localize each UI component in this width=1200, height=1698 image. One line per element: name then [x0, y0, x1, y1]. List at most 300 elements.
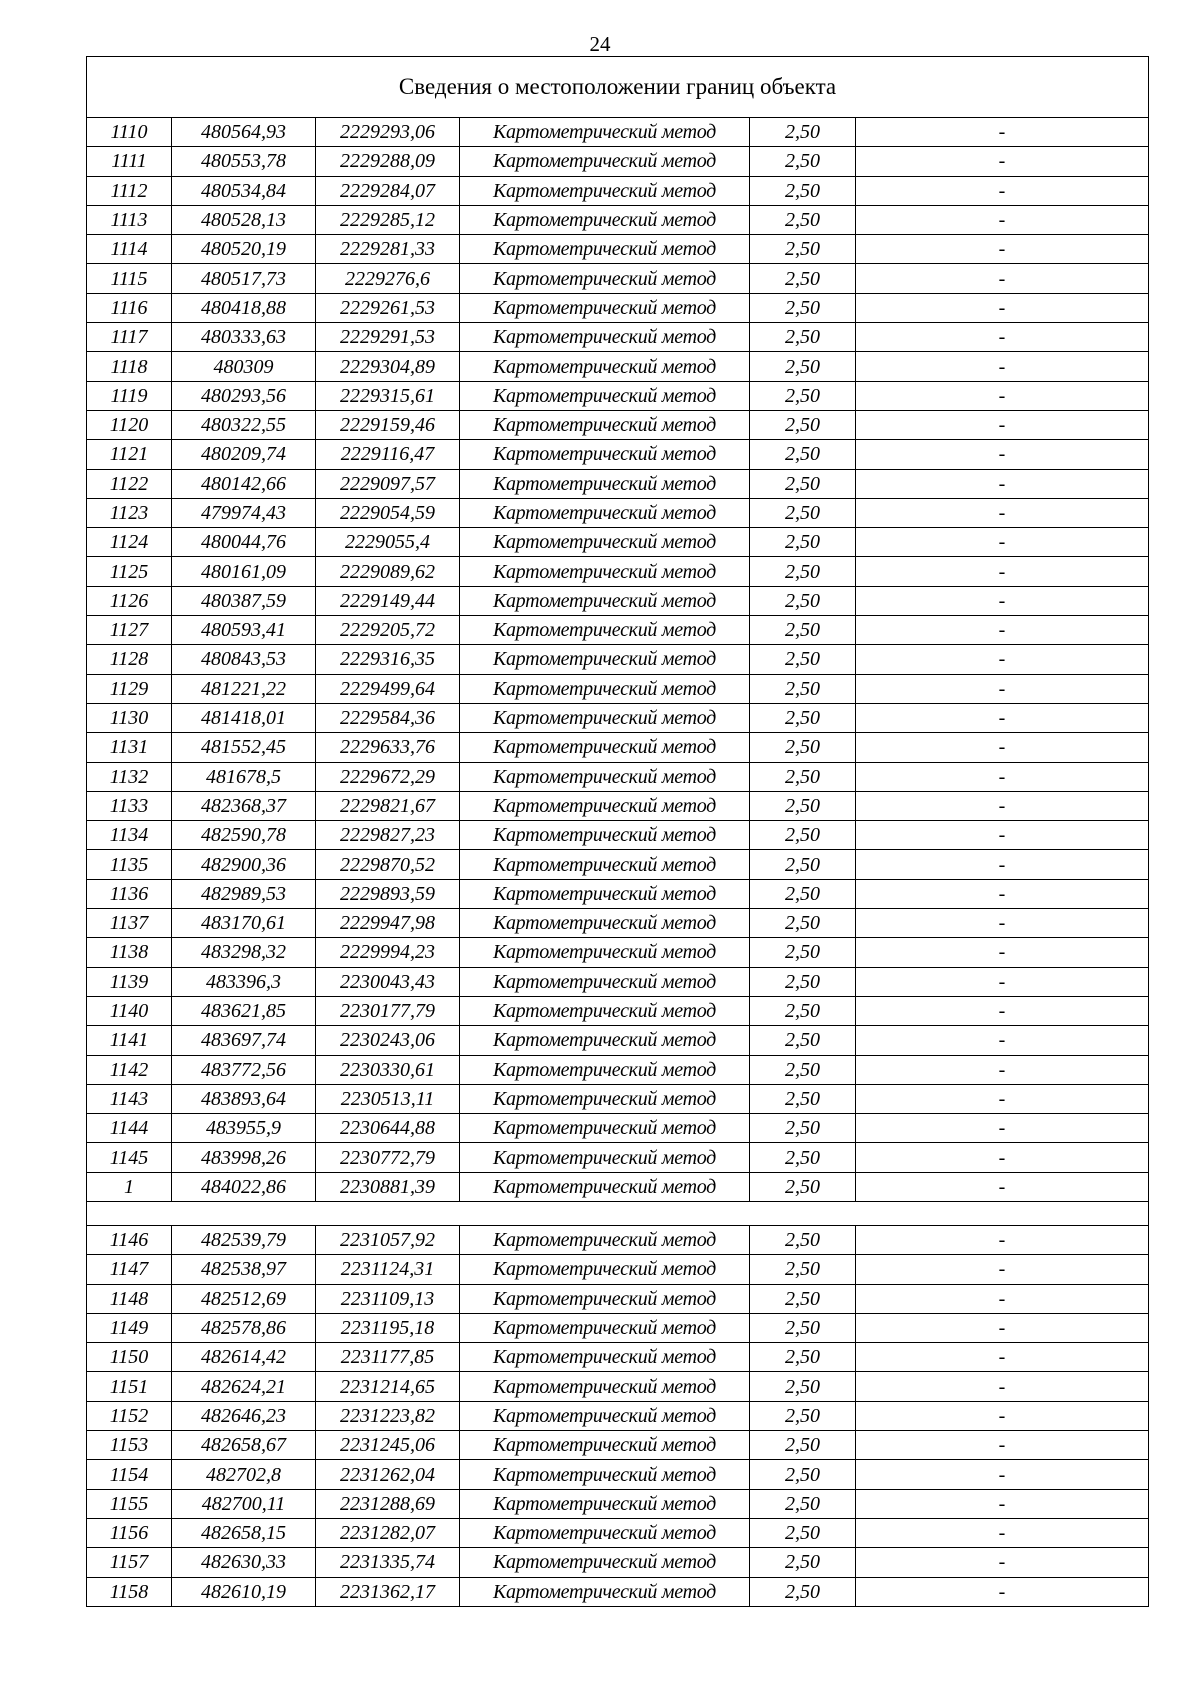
point-number-cell: 1114 — [87, 235, 172, 264]
point-number-cell: 1124 — [87, 528, 172, 557]
description-cell: - — [856, 381, 1149, 410]
method-cell: Картометрический метод — [460, 850, 750, 879]
description-cell: - — [856, 586, 1149, 615]
accuracy-cell: 2,50 — [750, 967, 856, 996]
y-coordinate-cell: 2229633,76 — [316, 733, 460, 762]
accuracy-cell: 2,50 — [750, 1313, 856, 1342]
description-cell: - — [856, 1577, 1149, 1606]
method-cell: Картометрический метод — [460, 410, 750, 439]
point-number-cell: 1153 — [87, 1431, 172, 1460]
point-number-cell: 1118 — [87, 352, 172, 381]
method-cell: Картометрический метод — [460, 1284, 750, 1313]
accuracy-cell: 2,50 — [750, 616, 856, 645]
description-cell: - — [856, 1084, 1149, 1113]
method-cell: Картометрический метод — [460, 967, 750, 996]
accuracy-cell: 2,50 — [750, 791, 856, 820]
contour-separator-row — [87, 1201, 1149, 1225]
description-cell: - — [856, 440, 1149, 469]
description-cell: - — [856, 1518, 1149, 1547]
y-coordinate-cell: 2231195,18 — [316, 1313, 460, 1342]
accuracy-cell: 2,50 — [750, 938, 856, 967]
x-coordinate-cell: 482538,97 — [172, 1255, 316, 1284]
method-cell: Картометрический метод — [460, 586, 750, 615]
y-coordinate-cell: 2229499,64 — [316, 674, 460, 703]
y-coordinate-cell: 2230772,79 — [316, 1143, 460, 1172]
accuracy-cell: 2,50 — [750, 996, 856, 1025]
x-coordinate-cell: 480142,66 — [172, 469, 316, 498]
table-row — [87, 410, 1149, 439]
method-cell: Картометрический метод — [460, 1372, 750, 1401]
x-coordinate-cell: 481221,22 — [172, 674, 316, 703]
table-title: Сведения о местоположении границ объекта — [87, 57, 1149, 118]
x-coordinate-cell: 480293,56 — [172, 381, 316, 410]
point-number-cell: 1126 — [87, 586, 172, 615]
x-coordinate-cell: 480044,76 — [172, 528, 316, 557]
y-coordinate-cell: 2229205,72 — [316, 616, 460, 645]
accuracy-cell: 2,50 — [750, 1431, 856, 1460]
method-cell: Картометрический метод — [460, 1577, 750, 1606]
y-coordinate-cell: 2230330,61 — [316, 1055, 460, 1084]
accuracy-cell: 2,50 — [750, 645, 856, 674]
y-coordinate-cell: 2229288,09 — [316, 147, 460, 176]
point-number-cell: 1138 — [87, 938, 172, 967]
x-coordinate-cell: 483170,61 — [172, 909, 316, 938]
y-coordinate-cell: 2229304,89 — [316, 352, 460, 381]
x-coordinate-cell: 482989,53 — [172, 879, 316, 908]
method-cell: Картометрический метод — [460, 498, 750, 527]
table-row — [87, 791, 1149, 820]
method-cell: Картометрический метод — [460, 235, 750, 264]
x-coordinate-cell: 480593,41 — [172, 616, 316, 645]
method-cell: Картометрический метод — [460, 440, 750, 469]
y-coordinate-cell: 2230243,06 — [316, 1026, 460, 1055]
method-cell: Картометрический метод — [460, 323, 750, 352]
x-coordinate-cell: 482646,23 — [172, 1401, 316, 1430]
x-coordinate-cell: 483893,64 — [172, 1084, 316, 1113]
y-coordinate-cell: 2230513,11 — [316, 1084, 460, 1113]
description-cell: - — [856, 264, 1149, 293]
table-row — [87, 1225, 1149, 1254]
description-cell: - — [856, 1055, 1149, 1084]
y-coordinate-cell: 2229285,12 — [316, 205, 460, 234]
method-cell: Картометрический метод — [460, 674, 750, 703]
accuracy-cell: 2,50 — [750, 674, 856, 703]
table-row — [87, 1431, 1149, 1460]
method-cell: Картометрический метод — [460, 762, 750, 791]
table-row — [87, 469, 1149, 498]
boundary-table — [86, 56, 1149, 1607]
method-cell: Картометрический метод — [460, 1460, 750, 1489]
point-number-cell: 1129 — [87, 674, 172, 703]
point-number-cell: 1131 — [87, 733, 172, 762]
accuracy-cell: 2,50 — [750, 1577, 856, 1606]
table-row — [87, 293, 1149, 322]
description-cell: - — [856, 323, 1149, 352]
y-coordinate-cell: 2229315,61 — [316, 381, 460, 410]
accuracy-cell: 2,50 — [750, 1143, 856, 1172]
point-number-cell: 1130 — [87, 703, 172, 732]
point-number-cell: 1137 — [87, 909, 172, 938]
table-row — [87, 1401, 1149, 1430]
x-coordinate-cell: 483998,26 — [172, 1143, 316, 1172]
description-cell: - — [856, 1172, 1149, 1201]
accuracy-cell: 2,50 — [750, 469, 856, 498]
accuracy-cell: 2,50 — [750, 264, 856, 293]
point-number-cell: 1155 — [87, 1489, 172, 1518]
x-coordinate-cell: 480161,09 — [172, 557, 316, 586]
description-cell: - — [856, 791, 1149, 820]
description-cell: - — [856, 938, 1149, 967]
x-coordinate-cell: 482512,69 — [172, 1284, 316, 1313]
y-coordinate-cell: 2229281,33 — [316, 235, 460, 264]
y-coordinate-cell: 2229291,53 — [316, 323, 460, 352]
table-row — [87, 1026, 1149, 1055]
x-coordinate-cell: 483697,74 — [172, 1026, 316, 1055]
accuracy-cell: 2,50 — [750, 1172, 856, 1201]
method-cell: Картометрический метод — [460, 147, 750, 176]
description-cell: - — [856, 498, 1149, 527]
point-number-cell: 1154 — [87, 1460, 172, 1489]
method-cell: Картометрический метод — [460, 996, 750, 1025]
table-row — [87, 821, 1149, 850]
description-cell: - — [856, 235, 1149, 264]
accuracy-cell: 2,50 — [750, 1548, 856, 1577]
description-cell: - — [856, 1343, 1149, 1372]
description-cell: - — [856, 147, 1149, 176]
point-number-cell: 1116 — [87, 293, 172, 322]
table-row — [87, 1548, 1149, 1577]
accuracy-cell: 2,50 — [750, 850, 856, 879]
method-cell: Картометрический метод — [460, 469, 750, 498]
description-cell: - — [856, 762, 1149, 791]
x-coordinate-cell: 483621,85 — [172, 996, 316, 1025]
description-cell: - — [856, 1026, 1149, 1055]
method-cell: Картометрический метод — [460, 1143, 750, 1172]
table-row — [87, 1460, 1149, 1489]
accuracy-cell: 2,50 — [750, 762, 856, 791]
method-cell: Картометрический метод — [460, 821, 750, 850]
point-number-cell: 1150 — [87, 1343, 172, 1372]
method-cell: Картометрический метод — [460, 352, 750, 381]
table-row — [87, 1577, 1149, 1606]
point-number-cell: 1132 — [87, 762, 172, 791]
point-number-cell: 1110 — [87, 118, 172, 147]
accuracy-cell: 2,50 — [750, 586, 856, 615]
method-cell: Картометрический метод — [460, 1431, 750, 1460]
description-cell: - — [856, 1284, 1149, 1313]
y-coordinate-cell: 2229893,59 — [316, 879, 460, 908]
method-cell: Картометрический метод — [460, 1026, 750, 1055]
x-coordinate-cell: 481552,45 — [172, 733, 316, 762]
method-cell: Картометрический метод — [460, 293, 750, 322]
point-number-cell: 1146 — [87, 1225, 172, 1254]
x-coordinate-cell: 480517,73 — [172, 264, 316, 293]
description-cell: - — [856, 118, 1149, 147]
table-row — [87, 733, 1149, 762]
x-coordinate-cell: 482539,79 — [172, 1225, 316, 1254]
point-number-cell: 1140 — [87, 996, 172, 1025]
y-coordinate-cell: 2229584,36 — [316, 703, 460, 732]
point-number-cell: 1156 — [87, 1518, 172, 1547]
point-number-cell: 1149 — [87, 1313, 172, 1342]
accuracy-cell: 2,50 — [750, 1255, 856, 1284]
point-number-cell: 1111 — [87, 147, 172, 176]
table-row — [87, 1284, 1149, 1313]
method-cell: Картометрический метод — [460, 1548, 750, 1577]
y-coordinate-cell: 2229293,06 — [316, 118, 460, 147]
point-number-cell: 1123 — [87, 498, 172, 527]
table-row — [87, 147, 1149, 176]
point-number-cell: 1127 — [87, 616, 172, 645]
x-coordinate-cell: 481678,5 — [172, 762, 316, 791]
y-coordinate-cell: 2229116,47 — [316, 440, 460, 469]
method-cell: Картометрический метод — [460, 909, 750, 938]
table-row — [87, 674, 1149, 703]
method-cell: Картометрический метод — [460, 791, 750, 820]
accuracy-cell: 2,50 — [750, 1284, 856, 1313]
accuracy-cell: 2,50 — [750, 1084, 856, 1113]
table-row — [87, 352, 1149, 381]
y-coordinate-cell: 2231223,82 — [316, 1401, 460, 1430]
y-coordinate-cell: 2229097,57 — [316, 469, 460, 498]
x-coordinate-cell: 482624,21 — [172, 1372, 316, 1401]
y-coordinate-cell: 2231362,17 — [316, 1577, 460, 1606]
description-cell: - — [856, 1143, 1149, 1172]
table-row — [87, 1055, 1149, 1084]
method-cell: Картометрический метод — [460, 1055, 750, 1084]
accuracy-cell: 2,50 — [750, 352, 856, 381]
accuracy-cell: 2,50 — [750, 147, 856, 176]
x-coordinate-cell: 482702,8 — [172, 1460, 316, 1489]
table-row — [87, 586, 1149, 615]
table-row — [87, 645, 1149, 674]
description-cell: - — [856, 1548, 1149, 1577]
y-coordinate-cell: 2230043,43 — [316, 967, 460, 996]
table-row — [87, 1489, 1149, 1518]
description-cell: - — [856, 410, 1149, 439]
method-cell: Картометрический метод — [460, 1343, 750, 1372]
point-number-cell: 1 — [87, 1172, 172, 1201]
table-row — [87, 381, 1149, 410]
point-number-cell: 1152 — [87, 1401, 172, 1430]
accuracy-cell: 2,50 — [750, 381, 856, 410]
x-coordinate-cell: 482590,78 — [172, 821, 316, 850]
accuracy-cell: 2,50 — [750, 1114, 856, 1143]
description-cell: - — [856, 205, 1149, 234]
point-number-cell: 1125 — [87, 557, 172, 586]
method-cell: Картометрический метод — [460, 938, 750, 967]
point-number-cell: 1121 — [87, 440, 172, 469]
description-cell: - — [856, 352, 1149, 381]
x-coordinate-cell: 482658,15 — [172, 1518, 316, 1547]
y-coordinate-cell: 2231245,06 — [316, 1431, 460, 1460]
description-cell: - — [856, 293, 1149, 322]
method-cell: Картометрический метод — [460, 1084, 750, 1113]
y-coordinate-cell: 2229055,4 — [316, 528, 460, 557]
accuracy-cell: 2,50 — [750, 1225, 856, 1254]
description-cell: - — [856, 703, 1149, 732]
description-cell: - — [856, 1401, 1149, 1430]
x-coordinate-cell: 482614,42 — [172, 1343, 316, 1372]
x-coordinate-cell: 482700,11 — [172, 1489, 316, 1518]
point-number-cell: 1147 — [87, 1255, 172, 1284]
point-number-cell: 1139 — [87, 967, 172, 996]
description-cell: - — [856, 909, 1149, 938]
x-coordinate-cell: 482658,67 — [172, 1431, 316, 1460]
description-cell: - — [856, 1460, 1149, 1489]
description-cell: - — [856, 1313, 1149, 1342]
y-coordinate-cell: 2230881,39 — [316, 1172, 460, 1201]
table-row — [87, 176, 1149, 205]
method-cell: Картометрический метод — [460, 381, 750, 410]
method-cell: Картометрический метод — [460, 733, 750, 762]
y-coordinate-cell: 2231057,92 — [316, 1225, 460, 1254]
point-number-cell: 1120 — [87, 410, 172, 439]
table-row — [87, 498, 1149, 527]
method-cell: Картометрический метод — [460, 205, 750, 234]
table-row — [87, 557, 1149, 586]
accuracy-cell: 2,50 — [750, 1401, 856, 1430]
point-number-cell: 1122 — [87, 469, 172, 498]
table-row — [87, 118, 1149, 147]
x-coordinate-cell: 480333,63 — [172, 323, 316, 352]
description-cell: - — [856, 469, 1149, 498]
x-coordinate-cell: 480418,88 — [172, 293, 316, 322]
table-row — [87, 1255, 1149, 1284]
y-coordinate-cell: 2229947,98 — [316, 909, 460, 938]
y-coordinate-cell: 2229284,07 — [316, 176, 460, 205]
description-cell: - — [856, 996, 1149, 1025]
accuracy-cell: 2,50 — [750, 1343, 856, 1372]
y-coordinate-cell: 2229821,67 — [316, 791, 460, 820]
accuracy-cell: 2,50 — [750, 1055, 856, 1084]
point-number-cell: 1144 — [87, 1114, 172, 1143]
method-cell: Картометрический метод — [460, 1401, 750, 1430]
description-cell: - — [856, 1372, 1149, 1401]
table-row — [87, 703, 1149, 732]
y-coordinate-cell: 2229149,44 — [316, 586, 460, 615]
separator-cell — [87, 1201, 1149, 1225]
description-cell: - — [856, 733, 1149, 762]
method-cell: Картометрический метод — [460, 176, 750, 205]
y-coordinate-cell: 2229159,46 — [316, 410, 460, 439]
x-coordinate-cell: 483396,3 — [172, 967, 316, 996]
point-number-cell: 1119 — [87, 381, 172, 410]
table-row — [87, 1084, 1149, 1113]
x-coordinate-cell: 480534,84 — [172, 176, 316, 205]
accuracy-cell: 2,50 — [750, 293, 856, 322]
accuracy-cell: 2,50 — [750, 528, 856, 557]
accuracy-cell: 2,50 — [750, 1372, 856, 1401]
method-cell: Картометрический метод — [460, 1114, 750, 1143]
accuracy-cell: 2,50 — [750, 323, 856, 352]
x-coordinate-cell: 480564,93 — [172, 118, 316, 147]
description-cell: - — [856, 821, 1149, 850]
accuracy-cell: 2,50 — [750, 205, 856, 234]
x-coordinate-cell: 484022,86 — [172, 1172, 316, 1201]
method-cell: Картометрический метод — [460, 616, 750, 645]
table-row — [87, 440, 1149, 469]
accuracy-cell: 2,50 — [750, 1489, 856, 1518]
method-cell: Картометрический метод — [460, 1313, 750, 1342]
point-number-cell: 1142 — [87, 1055, 172, 1084]
x-coordinate-cell: 480209,74 — [172, 440, 316, 469]
point-number-cell: 1112 — [87, 176, 172, 205]
method-cell: Картометрический метод — [460, 1172, 750, 1201]
point-number-cell: 1136 — [87, 879, 172, 908]
y-coordinate-cell: 2231109,13 — [316, 1284, 460, 1313]
accuracy-cell: 2,50 — [750, 235, 856, 264]
table-row — [87, 1518, 1149, 1547]
y-coordinate-cell: 2229316,35 — [316, 645, 460, 674]
accuracy-cell: 2,50 — [750, 879, 856, 908]
x-coordinate-cell: 480553,78 — [172, 147, 316, 176]
point-number-cell: 1133 — [87, 791, 172, 820]
point-number-cell: 1115 — [87, 264, 172, 293]
method-cell: Картометрический метод — [460, 528, 750, 557]
table-row — [87, 616, 1149, 645]
y-coordinate-cell: 2231282,07 — [316, 1518, 460, 1547]
description-cell: - — [856, 176, 1149, 205]
accuracy-cell: 2,50 — [750, 733, 856, 762]
table-row — [87, 235, 1149, 264]
accuracy-cell: 2,50 — [750, 1026, 856, 1055]
x-coordinate-cell: 480528,13 — [172, 205, 316, 234]
description-cell: - — [856, 1114, 1149, 1143]
table-row — [87, 938, 1149, 967]
description-cell: - — [856, 1489, 1149, 1518]
y-coordinate-cell: 2229276,6 — [316, 264, 460, 293]
description-cell: - — [856, 645, 1149, 674]
x-coordinate-cell: 483772,56 — [172, 1055, 316, 1084]
y-coordinate-cell: 2230177,79 — [316, 996, 460, 1025]
x-coordinate-cell: 479974,43 — [172, 498, 316, 527]
accuracy-cell: 2,50 — [750, 440, 856, 469]
description-cell: - — [856, 1225, 1149, 1254]
description-cell: - — [856, 879, 1149, 908]
method-cell: Картометрический метод — [460, 557, 750, 586]
accuracy-cell: 2,50 — [750, 557, 856, 586]
accuracy-cell: 2,50 — [750, 410, 856, 439]
method-cell: Картометрический метод — [460, 1489, 750, 1518]
x-coordinate-cell: 480309 — [172, 352, 316, 381]
point-number-cell: 1157 — [87, 1548, 172, 1577]
y-coordinate-cell: 2229054,59 — [316, 498, 460, 527]
table-row — [87, 1172, 1149, 1201]
accuracy-cell: 2,50 — [750, 821, 856, 850]
point-number-cell: 1134 — [87, 821, 172, 850]
accuracy-cell: 2,50 — [750, 118, 856, 147]
x-coordinate-cell: 482900,36 — [172, 850, 316, 879]
point-number-cell: 1148 — [87, 1284, 172, 1313]
y-coordinate-cell: 2230644,88 — [316, 1114, 460, 1143]
table-row — [87, 909, 1149, 938]
accuracy-cell: 2,50 — [750, 1460, 856, 1489]
y-coordinate-cell: 2229089,62 — [316, 557, 460, 586]
method-cell: Картометрический метод — [460, 879, 750, 908]
table-row — [87, 205, 1149, 234]
x-coordinate-cell: 482630,33 — [172, 1548, 316, 1577]
x-coordinate-cell: 480520,19 — [172, 235, 316, 264]
y-coordinate-cell: 2229870,52 — [316, 850, 460, 879]
table-row — [87, 1143, 1149, 1172]
point-number-cell: 1113 — [87, 205, 172, 234]
x-coordinate-cell: 483298,32 — [172, 938, 316, 967]
description-cell: - — [856, 674, 1149, 703]
y-coordinate-cell: 2231177,85 — [316, 1343, 460, 1372]
description-cell: - — [856, 1255, 1149, 1284]
y-coordinate-cell: 2229827,23 — [316, 821, 460, 850]
